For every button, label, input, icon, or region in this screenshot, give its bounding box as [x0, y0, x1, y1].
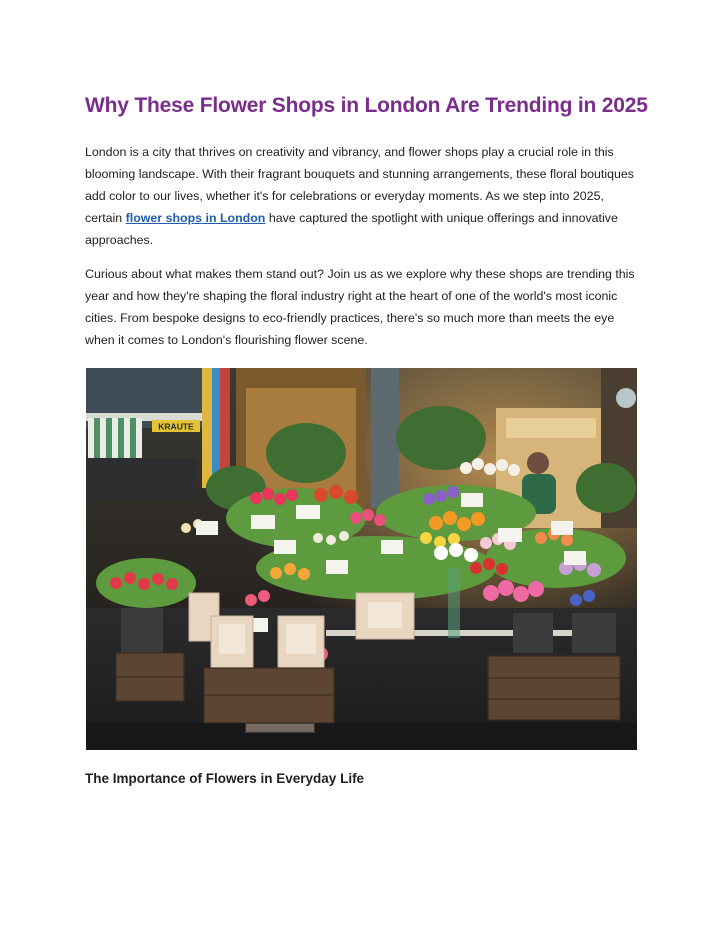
second-paragraph: Curious about what makes them stand out? Join us as we explore why these shops are trending this year and how they're shaping the floral industry right at the heart of one of the world's most iconic cities. From bespoke designs to eco-friendly practices, there's so much more than meets the eye when it comes to London's flourishing flower scene. — [85, 267, 635, 347]
flower-stall-photo — [86, 368, 637, 750]
section-heading: The Importance of Flowers in Everyday Life — [85, 771, 365, 786]
intro-text-after-link: have captured the spotlight with unique offerings and innovative approaches. — [85, 211, 618, 247]
kraute-sign: KRAUTE — [158, 421, 194, 432]
flower-shops-link[interactable]: flower shops in London — [125, 211, 266, 225]
intro-paragraph — [85, 141, 640, 251]
article-title: Why These Flower Shops in London Are Trending in 2025 — [85, 94, 648, 117]
intro-text-before-link: London is a city that thrives on creativity and vibrancy, and flower shops play a crucial role in this blooming landscape. With their fragrant bouquets and stunning arrangements, these floral boutiques add color to our lives, whether it's for celebrations or everyday moments. As we step into 2025, certain — [85, 145, 634, 225]
